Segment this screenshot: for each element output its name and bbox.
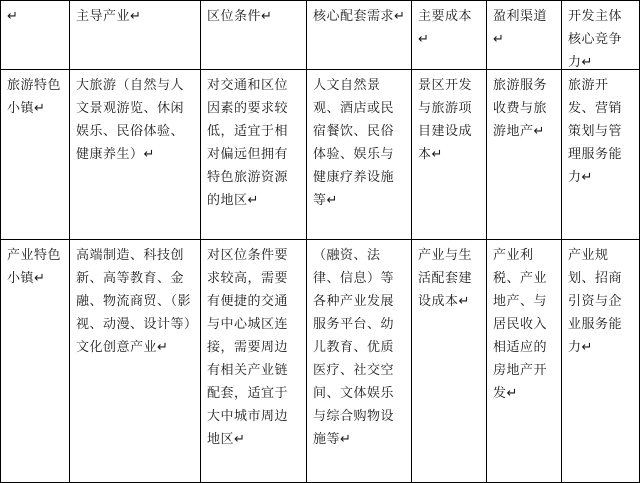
row-tourism-profit-channel: 旅游服务收费与旅游地产↵ [493,78,548,139]
header-core-facilities: 核心配套需求↵ [313,9,406,24]
row-tourism-core-facilities: 人文自然景观、酒店或民宿餐饮、民俗体验、娱乐与健康疗养设施等↵ [313,78,395,208]
row-industry-location: 对区位条件要求较高，需要有便捷的交通与中心城区连接，需要周边有相关产业链配套，适宜于大中城市周边地区↵ [207,248,289,447]
row-industry-leading-industry: 高端制造、科技创新、高等教育、金融、物流商贸、（影视、动漫、设计等）文化创意产业↵ [76,248,192,355]
header-leading-industry: 主导产业↵ [76,9,142,24]
row-tourism-leading-industry: 大旅游（自然与人文景观游览、休闲娱乐、民俗体验、健康养生）↵ [76,78,185,162]
row-tourism-main-cost: 景区开发与旅游项目建设成本↵ [418,78,473,162]
row-industry-name: 产业特色小镇↵ [7,248,62,286]
header-corner: ↵ [7,9,19,24]
row-industry-core-facilities: （融资、法律、信息）等各种产业发展服务平台、幼儿教育、优质医疗、社交空间、文体娱乐与综合购物设施等↵ [313,248,395,447]
row-industry-developer-competency: 产业规划、招商引资与企业服务能力↵ [568,248,623,355]
row-tourism-location: 对交通和区位因素的要求较低，适宜于相对偏远但拥有特色旅游资源的地区↵ [207,78,289,208]
row-industry-profit-channel: 产业利税、产业地产、与居民收入相适应的房地产开发↵ [493,248,548,401]
row-tourism-developer-competency: 旅游开发、营销策划与管理服务能力↵ [568,78,623,185]
header-profit-channel: 盈利渠道↵ [493,9,548,47]
row-industry-main-cost: 产业与生活配套建设成本↵ [418,248,473,309]
header-location: 区位条件↵ [207,9,273,24]
row-tourism-name: 旅游特色小镇↵ [7,78,62,116]
header-main-cost: 主要成本↵ [418,9,473,47]
header-developer-competency: 开发主体核心竞争力↵ [568,9,623,69]
